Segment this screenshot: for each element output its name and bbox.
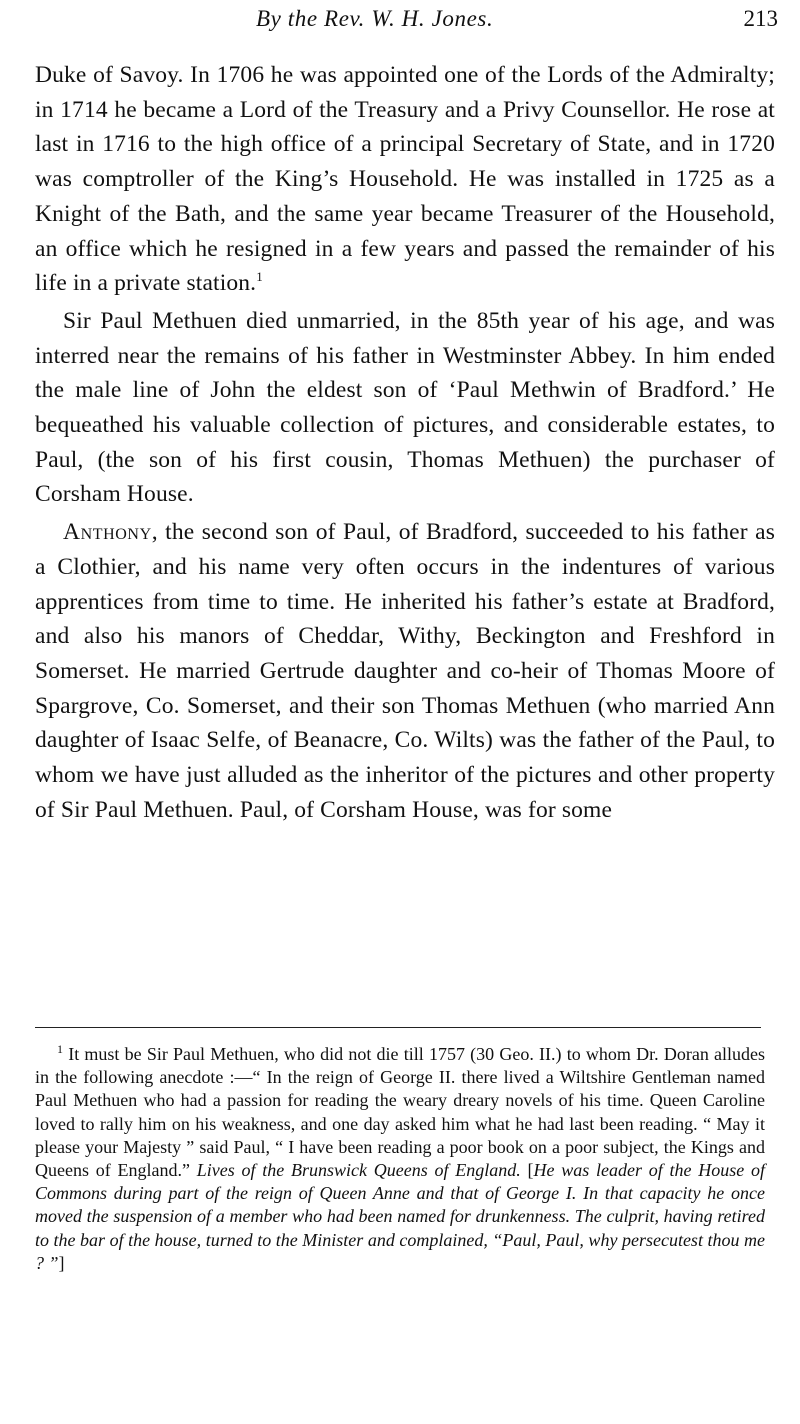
running-head [0, 6, 800, 36]
paragraph-anthony-text: , the second son of Paul, of Bradford, succeeded to his father as a Clothier, and his name very often occurs in the indentures of various apprentices from time to time. He inherited his father’s estate at Bradford, and also his manors of Cheddar, Withy, Beckington and Freshford in Somerset. He married Gertrude daughter and co-heir of Thomas Moore of Spargrove, Co. Somerset, and their son Thomas Methuen (who married Ann daughter of Isaac Selfe, of Beanacre, Co. Wilts) was the father of the Paul, to whom we have just alluded as the inheritor of the pictures and other property of Sir Paul Methuen. Paul, of Corsham House, was for some [35, 519, 775, 823]
footnote-source: Lives of the Brunswick Queens of England. [196, 1160, 521, 1181]
footnote [35, 1043, 765, 1275]
footnote-bracket-text: He was leader of the House of Commons during part of the reign of Queen Anne and that of George I. In that capacity he once moved the suspension of a member who had been named for drunkenness. The culprit, having retired to the bar of the house, turned to the Minister and complained, “Paul, Paul, why persecutest thou me ? ” [35, 1160, 766, 1273]
footnote-reference: 1 [256, 269, 263, 285]
anthony-name: Anthony [63, 519, 152, 546]
paragraph-savoy-text: Duke of Savoy. In 1706 he was appointed one of the Lords of the Admiralty; in 1714 he became a Lord of the Treasury and a Privy Counsellor. He rose at last in 1716 to the high office of a principal Secretary of State, and in 1720 was comptroller of the King’s Household. He was installed in 1725 as a Knight of the Bath, and the same year became Treasurer of the Household, an office which he resigned in a few years and passed the remainder of his life in a private station. [35, 62, 775, 297]
paragraph-savoy [35, 58, 775, 301]
footnote-text: It must be Sir Paul Methuen, who did not die till 1757 (30 Geo. II.) to whom Dr. Doran alludes in the following anecdote :—“ In the reign of George II. there lived a Wiltshire Gentleman named Paul Methuen who had a passion for reading the weary dreary novels of his time. Queen Caroline loved to rally him on his weakness, and one day asked him what he had last been reading. “ May it please your Majesty ” said Paul, “ I have been reading a poor book on a poor subject, the Kings and Queens of England.” [35, 1044, 766, 1181]
running-title: By the Rev. W. H. Jones. [256, 6, 494, 31]
paragraph-death [35, 304, 775, 512]
page-number: 213 [743, 6, 778, 31]
footnote-close-bracket: ] [58, 1252, 65, 1273]
paragraph-anthony [35, 515, 775, 827]
footnote-divider [35, 1027, 761, 1028]
paragraph-death-text: Sir Paul Methuen died unmarried, in the 85th year of his age, and was interred near the remains of his father in Westminster Abbey. In him ended the male line of John the eldest son of ‘Paul Methwin of Bradford.’ He bequeathed his valuable collection of pictures, and considerable estates, to Paul, (the son of his first cousin, Thomas Methuen) the purchaser of Corsham House. [35, 307, 775, 508]
footnote-open-bracket: [ [527, 1160, 534, 1181]
body-text [35, 58, 775, 827]
footnote-mark: 1 [57, 1042, 63, 1056]
